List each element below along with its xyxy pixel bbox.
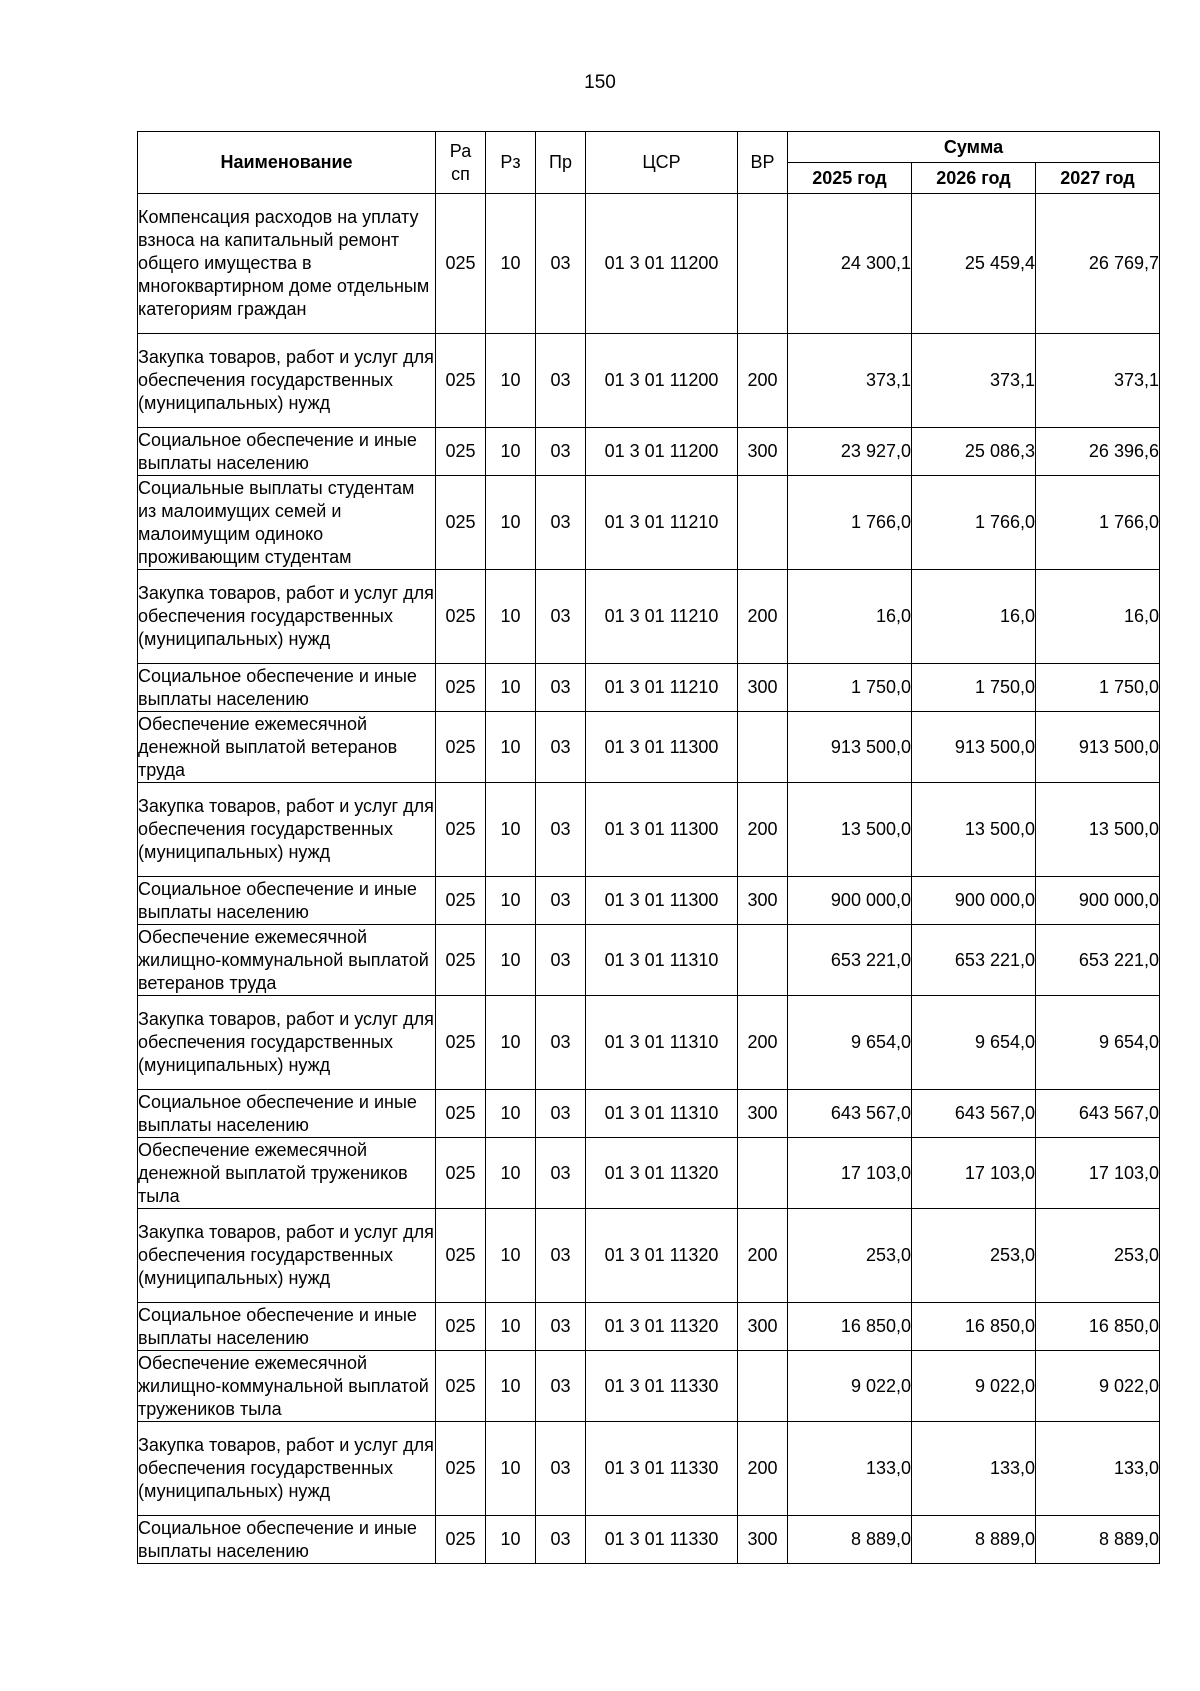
row-name: Обеспечение ежемесячной денежной выплатой тружеников тыла [138,1138,436,1209]
row-rz: 10 [486,428,536,476]
row-vr: 300 [738,1516,788,1564]
table-row [138,476,1160,570]
table-row [138,1351,1160,1422]
row-rz: 10 [486,925,536,996]
row-rasp: 025 [436,877,486,925]
row-pr: 03 [536,712,586,783]
table-row [138,428,1160,476]
row-amount-2026: 25 086,3 [912,428,1036,476]
table-row [138,194,1160,334]
row-amount-2026: 8 889,0 [912,1516,1036,1564]
table-row [138,570,1160,664]
row-vr: 300 [738,664,788,712]
row-pr: 03 [536,925,586,996]
table-row [138,334,1160,428]
row-pr: 03 [536,1209,586,1303]
row-amount-2025: 133,0 [788,1422,912,1516]
row-rasp: 025 [436,783,486,877]
row-amount-2025: 23 927,0 [788,428,912,476]
row-amount-2027: 8 889,0 [1036,1516,1160,1564]
page-number: 150 [584,72,616,93]
row-amount-2025: 9 022,0 [788,1351,912,1422]
budget-table [137,131,1160,1564]
row-vr: 300 [738,1090,788,1138]
row-amount-2027: 1 750,0 [1036,664,1160,712]
row-amount-2026: 913 500,0 [912,712,1036,783]
row-rz: 10 [486,712,536,783]
header-name: Наименование [138,132,436,194]
row-rasp: 025 [436,1303,486,1351]
row-csr: 01 3 01 11310 [586,925,738,996]
row-rz: 10 [486,334,536,428]
row-amount-2027: 1 766,0 [1036,476,1160,570]
row-pr: 03 [536,996,586,1090]
header-pr: Пр [536,132,586,194]
row-rz: 10 [486,1090,536,1138]
row-csr: 01 3 01 11200 [586,334,738,428]
row-name: Социальное обеспечение и иные выплаты населению [138,1303,436,1351]
row-vr [738,1138,788,1209]
row-amount-2025: 653 221,0 [788,925,912,996]
row-rasp: 025 [436,1422,486,1516]
row-rz: 10 [486,1209,536,1303]
row-amount-2025: 253,0 [788,1209,912,1303]
row-vr: 200 [738,1422,788,1516]
table-row [138,925,1160,996]
row-vr [738,194,788,334]
row-rasp: 025 [436,712,486,783]
row-rasp: 025 [436,925,486,996]
row-amount-2025: 16 850,0 [788,1303,912,1351]
table-row [138,712,1160,783]
row-pr: 03 [536,664,586,712]
row-amount-2027: 253,0 [1036,1209,1160,1303]
row-amount-2027: 900 000,0 [1036,877,1160,925]
row-vr [738,476,788,570]
header-rasp-line1: Ра [449,141,472,161]
row-amount-2027: 16,0 [1036,570,1160,664]
row-name: Компенсация расходов на уплату взноса на капитальный ремонт общего имущества в многоквартирном доме отдельным категориям граждан [138,194,436,334]
row-amount-2025: 643 567,0 [788,1090,912,1138]
row-name: Закупка товаров, работ и услуг для обеспечения государственных (муниципальных) нужд [138,570,436,664]
row-amount-2026: 13 500,0 [912,783,1036,877]
row-rz: 10 [486,1138,536,1209]
header-2026: 2026 год [912,163,1036,194]
row-pr: 03 [536,570,586,664]
row-csr: 01 3 01 11330 [586,1516,738,1564]
row-vr: 300 [738,428,788,476]
row-pr: 03 [536,1090,586,1138]
row-rasp: 025 [436,194,486,334]
row-vr: 200 [738,996,788,1090]
row-pr: 03 [536,1516,586,1564]
row-rasp: 025 [436,570,486,664]
row-csr: 01 3 01 11210 [586,664,738,712]
row-amount-2027: 26 769,7 [1036,194,1160,334]
row-pr: 03 [536,783,586,877]
row-vr: 300 [738,877,788,925]
row-amount-2026: 16 850,0 [912,1303,1036,1351]
row-amount-2027: 373,1 [1036,334,1160,428]
row-amount-2026: 653 221,0 [912,925,1036,996]
row-amount-2026: 17 103,0 [912,1138,1036,1209]
row-rz: 10 [486,570,536,664]
row-name: Социальное обеспечение и иные выплаты населению [138,1090,436,1138]
row-csr: 01 3 01 11320 [586,1303,738,1351]
row-amount-2026: 9 654,0 [912,996,1036,1090]
table-row [138,1090,1160,1138]
row-amount-2025: 13 500,0 [788,783,912,877]
row-csr: 01 3 01 11310 [586,996,738,1090]
row-amount-2027: 9 654,0 [1036,996,1160,1090]
row-rasp: 025 [436,1516,486,1564]
row-amount-2026: 1 766,0 [912,476,1036,570]
row-amount-2025: 9 654,0 [788,996,912,1090]
row-name: Закупка товаров, работ и услуг для обеспечения государственных (муниципальных) нужд [138,1209,436,1303]
header-sum: Сумма [788,132,1160,163]
row-csr: 01 3 01 11200 [586,428,738,476]
table-row [138,1138,1160,1209]
row-name: Обеспечение ежемесячной денежной выплатой ветеранов труда [138,712,436,783]
row-rasp: 025 [436,428,486,476]
row-rz: 10 [486,476,536,570]
row-pr: 03 [536,428,586,476]
row-amount-2027: 9 022,0 [1036,1351,1160,1422]
row-pr: 03 [536,1138,586,1209]
row-vr [738,712,788,783]
row-csr: 01 3 01 11330 [586,1422,738,1516]
row-name: Закупка товаров, работ и услуг для обеспечения государственных (муниципальных) нужд [138,783,436,877]
row-rasp: 025 [436,1209,486,1303]
row-rz: 10 [486,996,536,1090]
row-name: Социальное обеспечение и иные выплаты населению [138,428,436,476]
row-csr: 01 3 01 11330 [586,1351,738,1422]
row-pr: 03 [536,476,586,570]
row-amount-2025: 16,0 [788,570,912,664]
row-rz: 10 [486,877,536,925]
row-amount-2025: 913 500,0 [788,712,912,783]
row-rz: 10 [486,664,536,712]
row-name: Социальные выплаты студентам из малоимущих семей и малоимущим одиноко проживающим студентам [138,476,436,570]
row-amount-2025: 17 103,0 [788,1138,912,1209]
row-rz: 10 [486,1303,536,1351]
row-vr [738,1351,788,1422]
table-row [138,1209,1160,1303]
row-name: Обеспечение ежемесячной жилищно-коммунальной выплатой тружеников тыла [138,1351,436,1422]
row-rasp: 025 [436,1138,486,1209]
row-csr: 01 3 01 11200 [586,194,738,334]
header-rz: Рз [486,132,536,194]
row-amount-2027: 913 500,0 [1036,712,1160,783]
row-amount-2026: 253,0 [912,1209,1036,1303]
row-rz: 10 [486,1351,536,1422]
row-vr: 200 [738,334,788,428]
row-rasp: 025 [436,476,486,570]
row-name: Закупка товаров, работ и услуг для обеспечения государственных (муниципальных) нужд [138,334,436,428]
row-amount-2026: 643 567,0 [912,1090,1036,1138]
row-amount-2027: 16 850,0 [1036,1303,1160,1351]
row-rz: 10 [486,1516,536,1564]
row-name: Социальное обеспечение и иные выплаты населению [138,664,436,712]
table-row [138,877,1160,925]
row-rasp: 025 [436,664,486,712]
row-pr: 03 [536,1303,586,1351]
row-amount-2027: 133,0 [1036,1422,1160,1516]
row-amount-2026: 900 000,0 [912,877,1036,925]
row-vr: 300 [738,1303,788,1351]
row-amount-2027: 26 396,6 [1036,428,1160,476]
row-csr: 01 3 01 11210 [586,570,738,664]
row-amount-2025: 24 300,1 [788,194,912,334]
row-vr [738,925,788,996]
row-name: Закупка товаров, работ и услуг для обеспечения государственных (муниципальных) нужд [138,996,436,1090]
row-rasp: 025 [436,334,486,428]
row-vr: 200 [738,1209,788,1303]
row-amount-2026: 133,0 [912,1422,1036,1516]
row-rz: 10 [486,194,536,334]
row-name: Социальное обеспечение и иные выплаты населению [138,1516,436,1564]
row-pr: 03 [536,194,586,334]
header-csr: ЦСР [586,132,738,194]
row-amount-2026: 16,0 [912,570,1036,664]
header-2027: 2027 год [1036,163,1160,194]
row-rasp: 025 [436,1351,486,1422]
row-amount-2025: 900 000,0 [788,877,912,925]
row-rz: 10 [486,1422,536,1516]
row-name: Обеспечение ежемесячной жилищно-коммунальной выплатой ветеранов труда [138,925,436,996]
row-csr: 01 3 01 11210 [586,476,738,570]
table-row [138,1422,1160,1516]
table-row [138,1516,1160,1564]
table-row [138,1303,1160,1351]
row-amount-2027: 643 567,0 [1036,1090,1160,1138]
header-2025: 2025 год [788,163,912,194]
row-rz: 10 [486,783,536,877]
row-csr: 01 3 01 11300 [586,877,738,925]
row-pr: 03 [536,877,586,925]
row-csr: 01 3 01 11300 [586,783,738,877]
row-pr: 03 [536,1351,586,1422]
row-pr: 03 [536,334,586,428]
row-csr: 01 3 01 11320 [586,1138,738,1209]
row-amount-2025: 1 750,0 [788,664,912,712]
row-rasp: 025 [436,1090,486,1138]
row-amount-2026: 25 459,4 [912,194,1036,334]
row-csr: 01 3 01 11300 [586,712,738,783]
row-name: Закупка товаров, работ и услуг для обеспечения государственных (муниципальных) нужд [138,1422,436,1516]
row-amount-2027: 653 221,0 [1036,925,1160,996]
row-pr: 03 [536,1422,586,1516]
row-csr: 01 3 01 11310 [586,1090,738,1138]
row-name: Социальное обеспечение и иные выплаты населению [138,877,436,925]
table-row [138,996,1160,1090]
table-row [138,783,1160,877]
row-amount-2025: 1 766,0 [788,476,912,570]
row-vr: 200 [738,570,788,664]
header-vr: ВР [738,132,788,194]
row-amount-2026: 9 022,0 [912,1351,1036,1422]
row-amount-2025: 8 889,0 [788,1516,912,1564]
header-rasp-line2: сп [451,163,470,184]
row-amount-2027: 13 500,0 [1036,783,1160,877]
row-csr: 01 3 01 11320 [586,1209,738,1303]
row-rasp: 025 [436,996,486,1090]
row-amount-2026: 1 750,0 [912,664,1036,712]
row-vr: 200 [738,783,788,877]
row-amount-2025: 373,1 [788,334,912,428]
table-row [138,664,1160,712]
header-rasp [436,132,486,194]
row-amount-2026: 373,1 [912,334,1036,428]
row-amount-2027: 17 103,0 [1036,1138,1160,1209]
